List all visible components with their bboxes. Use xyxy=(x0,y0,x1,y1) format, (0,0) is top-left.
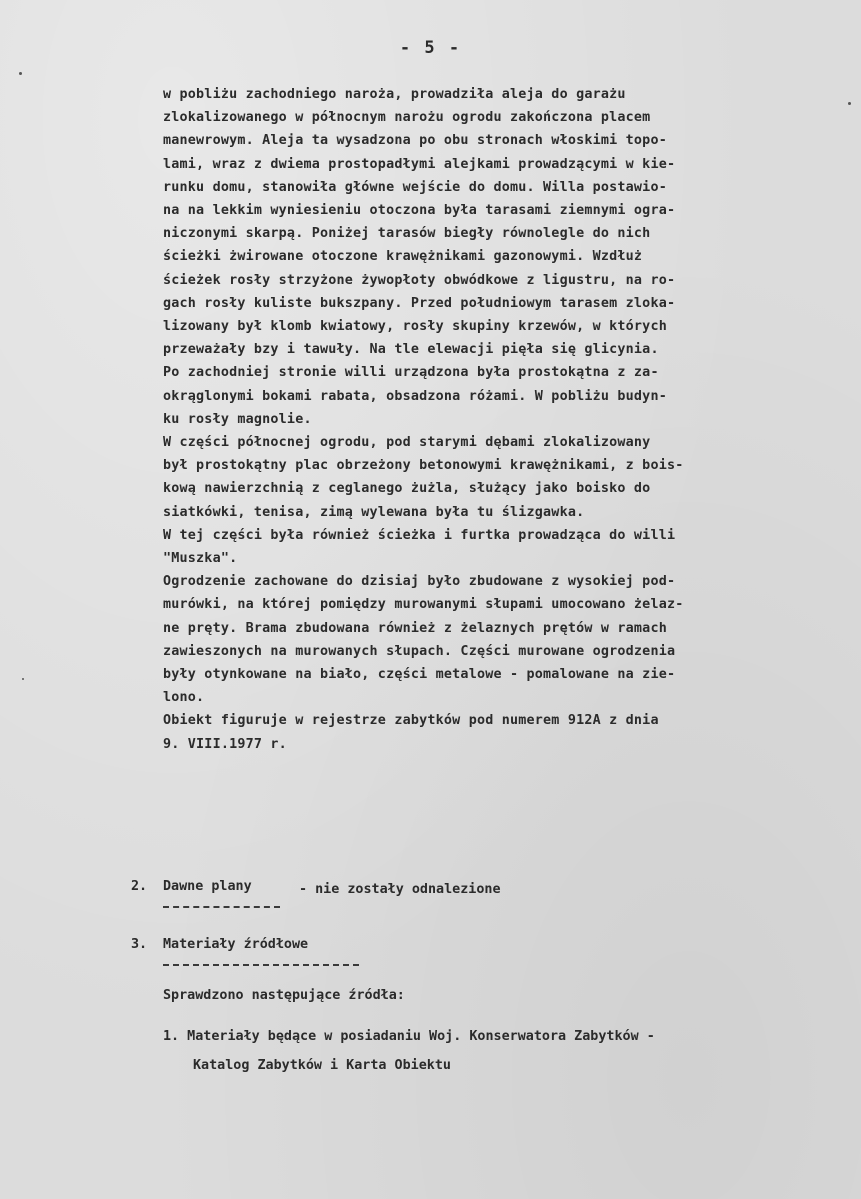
section-3-title-underline xyxy=(163,964,359,966)
body-line: był prostokątny plac obrzeżony betonowymi krawężnikami, z bois- xyxy=(163,458,684,474)
body-line: ścieżek rosły strzyżone żywopłoty obwódkowe z ligustru, na ro- xyxy=(163,272,676,288)
section-3-item-1-line-2: Katalog Zabytków i Karta Obiektu xyxy=(193,1058,451,1073)
section-3-intro: Sprawdzono następujące źródła: xyxy=(163,988,405,1003)
scan-speck xyxy=(19,72,22,75)
scan-speck xyxy=(22,678,24,680)
section-2-number: 2. xyxy=(131,879,148,894)
body-line: "Muszka". xyxy=(163,551,238,567)
page-number: - 5 - xyxy=(399,38,462,58)
body-line: ku rosły magnolie. xyxy=(163,411,312,427)
body-line: murówki, na której pomiędzy murowanymi słupami umocowano żelaz- xyxy=(163,597,684,613)
section-3-title: Materiały źródłowe xyxy=(163,937,309,952)
body-line: lizowany był klomb kwiatowy, rosły skupiny krzewów, w których xyxy=(163,319,667,335)
body-line: W części północnej ogrodu, pod starymi dębami zlokalizowany xyxy=(163,435,651,451)
body-line: zawieszonych na murowanych słupach. Części murowane ogrodzenia xyxy=(163,643,676,659)
body-line: Obiekt figuruje w rejestrze zabytków pod numerem 912A z dnia xyxy=(163,713,659,729)
body-line: okrąglonymi bokami rabata, obsadzona różami. W pobliżu budyn- xyxy=(163,388,667,404)
section-3-number: 3. xyxy=(131,937,148,952)
body-line: ścieżki żwirowane otoczone krawężnikami gazonowymi. Wzdłuż xyxy=(163,249,643,265)
body-line: runku domu, stanowiła główne wejście do domu. Willa postawio- xyxy=(163,179,667,195)
section-2-note: - nie zostały odnalezione xyxy=(299,882,501,897)
body-line: kową nawierzchnią z ceglanego żużla, służący jako boisko do xyxy=(163,481,651,497)
body-line: ne pręty. Brama zbudowana również z żelaznych prętów w ramach xyxy=(163,620,667,636)
body-line: Po zachodniej stronie willi urządzona była prostokątna z za- xyxy=(163,365,659,381)
body-line: Ogrodzenie zachowane do dzisiaj było zbudowane z wysokiej pod- xyxy=(163,574,676,590)
section-2-title-underline xyxy=(163,906,280,908)
body-text xyxy=(163,83,843,756)
body-line: gach rosły kuliste bukszpany. Przed południowym tarasem zloka- xyxy=(163,295,676,311)
body-line: w pobliżu zachodniego narożа, prowadziła aleja do garażu xyxy=(163,87,626,102)
body-line: były otynkowane na biało, części metalowe - pomalowane na zie- xyxy=(163,667,676,683)
body-line: przeważały bzy i tawuły. Na tle elewacji pięła się glicynia. xyxy=(163,342,659,358)
body-line: zlokalizowanego w północnym narożu ogrodu zakończona placem xyxy=(163,110,651,126)
body-line: lono. xyxy=(163,690,205,706)
body-line: na na lekkim wyniesieniu otoczona była tarasami ziemnymi ogra- xyxy=(163,203,676,219)
body-line: lami, wraz z dwiema prostopadłymi alejkami prowadzącymi w kie- xyxy=(163,156,676,172)
body-line: siatkówki, tenisa, zimą wylewana była tu ślizgawka. xyxy=(163,504,585,520)
section-3-item-1-line-1: 1. Materiały będące w posiadaniu Woj. Konserwatora Zabytków - xyxy=(163,1029,655,1044)
scan-speck xyxy=(848,102,851,105)
section-2-title: Dawne plany xyxy=(163,879,252,894)
body-line: W tej części była również ścieżka i furtka prowadząca do willi xyxy=(163,527,676,543)
body-line: 9. VIII.1977 r. xyxy=(163,736,287,752)
body-line: manewrowym. Aleja ta wysadzona po obu stronach włoskimi topo- xyxy=(163,133,667,149)
body-line: niczonymi skarpą. Poniżej tarasów biegły równolegle do nich xyxy=(163,226,651,242)
